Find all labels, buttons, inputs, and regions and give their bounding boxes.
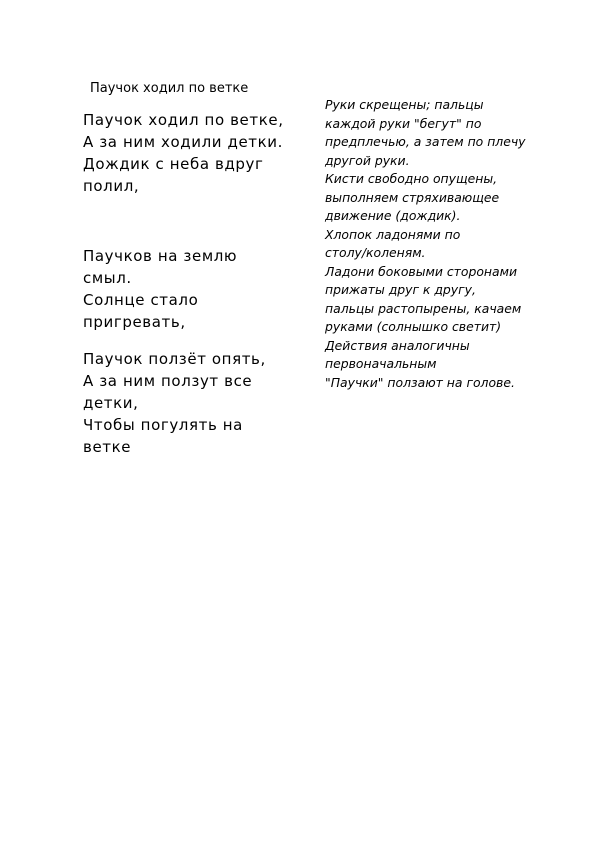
poem-line: ветке	[83, 438, 132, 456]
instruction-line: предплечью, а затем по плечу	[325, 134, 526, 149]
instruction-line: руками (солнышко светит)	[325, 319, 502, 334]
instruction-line: первоначальным	[325, 356, 437, 371]
instruction-line: Ладони боковыми сторонами	[325, 263, 518, 279]
poem-stanza-3	[83, 348, 318, 458]
poem-line: пригревать,	[83, 313, 186, 331]
instruction-line: каждой руки "бегут" по	[325, 115, 482, 131]
instruction-line: пальцы растопырены, качаем	[325, 300, 522, 316]
poem-line: Паучок ходил по ветке,	[83, 111, 284, 129]
poem-line: Чтобы погулять на	[83, 416, 243, 434]
poem-line: смыл.	[83, 269, 132, 287]
poem-line: Паучков на землю	[83, 247, 238, 265]
poem-line: Паучок ползёт опять,	[83, 350, 266, 368]
instruction-line: Хлопок ладонями по	[325, 226, 461, 242]
poem-line: А за ним ходили детки.	[83, 133, 283, 151]
instruction-line: движение (дождик).	[325, 208, 461, 223]
instruction-line: Руки скрещены; пальцы	[325, 97, 484, 112]
instruction-line: прижаты друг к другу,	[325, 282, 476, 297]
instruction-line: другой руки.	[325, 152, 410, 168]
movement-instructions	[325, 96, 575, 392]
poem-stanza-1	[83, 109, 318, 197]
document-title: Паучок ходил по ветке	[90, 81, 249, 96]
instruction-line: "Паучки" ползают на голове.	[325, 374, 515, 390]
poem-line: детки,	[83, 394, 139, 412]
instruction-line: Действия аналогичны	[325, 337, 470, 353]
instruction-line: Кисти свободно опущены,	[325, 171, 498, 186]
instruction-line: выполняем стряхивающее	[325, 189, 500, 205]
poem-text	[83, 109, 318, 458]
instruction-line: столу/коленям.	[325, 245, 426, 260]
poem-stanza-2	[83, 245, 318, 333]
poem-line: Солнце стало	[83, 291, 199, 309]
poem-line: Дождик с неба вдруг	[83, 155, 264, 173]
poem-line: полил,	[83, 177, 140, 195]
poem-line: А за ним ползут все	[83, 372, 253, 390]
